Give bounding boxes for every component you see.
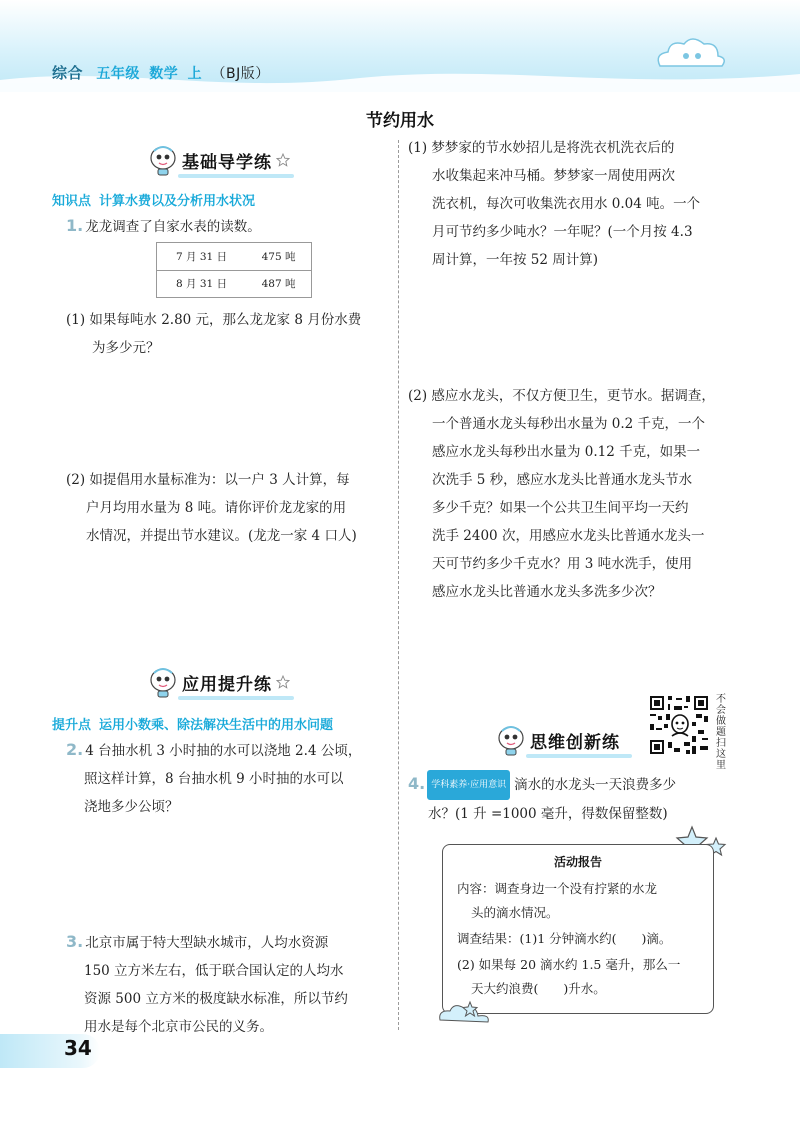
qr-code[interactable]: [648, 694, 710, 756]
section-underline: [178, 174, 294, 178]
q3-part2: [408, 382, 753, 606]
text-line: 为多少元？: [92, 340, 160, 356]
text-line: 感应水龙头比普通水龙头多洗多少次？: [432, 584, 662, 600]
boost-point-text: 运用小数乘、除法解决生活中的用水问题: [99, 718, 334, 733]
series-mark: 综合: [52, 64, 84, 82]
text-line: 一个普通水龙头每秒出水量为 0.2 千克，一个: [432, 416, 706, 432]
text-line: 浇地多少公顷？: [84, 799, 179, 815]
knowledge-point-text: 计算水费以及分析用水状况: [99, 194, 256, 209]
boost-point: [52, 714, 333, 733]
text-line: (2) 感应水龙头，不仅方便卫生，更节水。据调查，: [408, 388, 715, 404]
report-title: 活动报告: [553, 855, 602, 869]
text-line: 滴水的水龙头一天浪费多少: [514, 777, 677, 793]
text-line: 户月均用水量为 8 吨。请你评价龙龙家的用: [86, 500, 347, 516]
star-icon: [276, 675, 290, 689]
column-divider: [398, 140, 399, 1030]
section-basic-header: [148, 140, 308, 180]
q4-number: 4.: [408, 774, 426, 793]
boost-point-tag: 提升点: [52, 718, 92, 733]
text-line: 多少千克？如果一个公共卫生间平均一天约: [432, 500, 689, 516]
section-underline: [178, 696, 294, 700]
page-number: 34: [64, 1036, 92, 1060]
text-line: 次洗手 5 秒，感应水龙头比普通水龙头节水: [432, 472, 693, 488]
q1-part2: [66, 466, 396, 550]
text-line: 照这样计算，8 台抽水机 9 小时抽的水可以: [84, 771, 344, 787]
text-line: 洗手 2400 次，用感应水龙头比普通水龙头一: [432, 528, 705, 544]
report-line: 调查结果：(1)1 分钟滴水约( )滴。: [457, 931, 672, 946]
report-line: 头的滴水情况。: [471, 905, 559, 920]
cloud-icon: [650, 34, 730, 74]
section-basic-title: 基础导学练: [182, 152, 272, 173]
section-advanced-title: 应用提升练: [182, 674, 272, 695]
scan-hint: 不会做题扫这里: [716, 694, 726, 771]
q1-stem-text: 龙龙调查了自家水表的读数。: [85, 219, 261, 235]
literacy-badge: 学科素养·应用意识: [427, 770, 510, 800]
section-underline: [526, 754, 632, 758]
section-advanced-header: [148, 662, 308, 702]
knowledge-point: [52, 190, 255, 209]
table-row: [157, 243, 312, 271]
q1-part1: [66, 306, 392, 362]
volume: 上: [187, 66, 203, 82]
section-creative-header: [496, 720, 646, 760]
text-line: 洗衣机，每次可收集洗衣用水 0.04 吨。一个: [432, 196, 701, 212]
text-line: 感应水龙头每秒出水量为 0.12 千克，如果一: [432, 444, 701, 460]
mascot-icon: [148, 143, 178, 177]
report-line: (2) 如果每 20 滴水约 1.5 毫升，那么一: [457, 957, 681, 972]
q3-number: 3.: [66, 932, 84, 951]
report-line: 内容：调查身边一个没有拧紧的水龙: [457, 881, 658, 896]
table-cell-reading: 475 吨: [246, 243, 311, 271]
q3-part1: [408, 134, 748, 274]
q2: [66, 736, 396, 821]
q1-number: 1.: [66, 216, 84, 235]
knowledge-point-tag: 知识点: [52, 194, 92, 209]
section-creative-title: 思维创新练: [530, 732, 620, 753]
text-line: 4 台抽水机 3 小时抽的水可以浇地 2.4 公顷，: [85, 743, 362, 759]
q1-stem: [66, 212, 261, 241]
page-title: 节约用水: [366, 111, 434, 131]
grade: 五年级: [96, 66, 140, 82]
text-line: 水？(1 升 =1000 毫升，得数保留整数): [428, 806, 668, 822]
q3-stem: [66, 928, 396, 1041]
text-line: 月可节约多少吨水？一年呢？(一个月按 4.3: [432, 224, 693, 240]
table-row: [157, 270, 312, 298]
star-icon: [276, 153, 290, 167]
text-line: 周计算，一年按 52 周计算): [432, 252, 599, 268]
text-line: 天可节约多少千克水？用 3 吨水洗手，使用: [432, 556, 693, 572]
table-cell-date: 8 月 31 日: [176, 278, 228, 291]
text-line: (2) 如提倡用水量标准为：以一户 3 人计算，每: [66, 472, 350, 488]
header-text: [52, 62, 274, 83]
activity-report-box: [442, 844, 714, 1014]
mascot-icon: [148, 665, 178, 699]
text-line: 用水是每个北京市公民的义务。: [84, 1019, 273, 1035]
meter-reading-table: [156, 242, 312, 298]
edition: （BJ版）: [211, 66, 270, 82]
text-line: 水情况，并提出节水建议。(龙龙一家 4 口人): [86, 528, 357, 544]
q4: [408, 770, 753, 828]
table-cell-date: 7 月 31 日: [157, 243, 247, 271]
text-line: 150 立方米左右，低于联合国认定的人均水: [84, 963, 344, 979]
text-line: (1) 如果每吨水 2.80 元，那么龙龙家 8 月份水费: [66, 312, 362, 328]
report-line: 天大约浪费( )升水。: [471, 981, 606, 996]
subject: 数学: [149, 66, 179, 82]
mascot-icon: [496, 723, 526, 757]
text-line: (1) 梦梦家的节水妙招儿是将洗衣机洗衣后的: [408, 140, 675, 156]
text-line: 资源 500 立方米的极度缺水标准，所以节约: [84, 991, 348, 1007]
table-cell-reading: 487 吨: [261, 278, 296, 291]
text-line: 北京市属于特大型缺水城市，人均水资源: [85, 935, 329, 951]
text-line: 水收集起来冲马桶。梦梦家一周使用两次: [432, 168, 675, 184]
q2-number: 2.: [66, 740, 84, 759]
cloud-stars-icon: [436, 996, 516, 1026]
